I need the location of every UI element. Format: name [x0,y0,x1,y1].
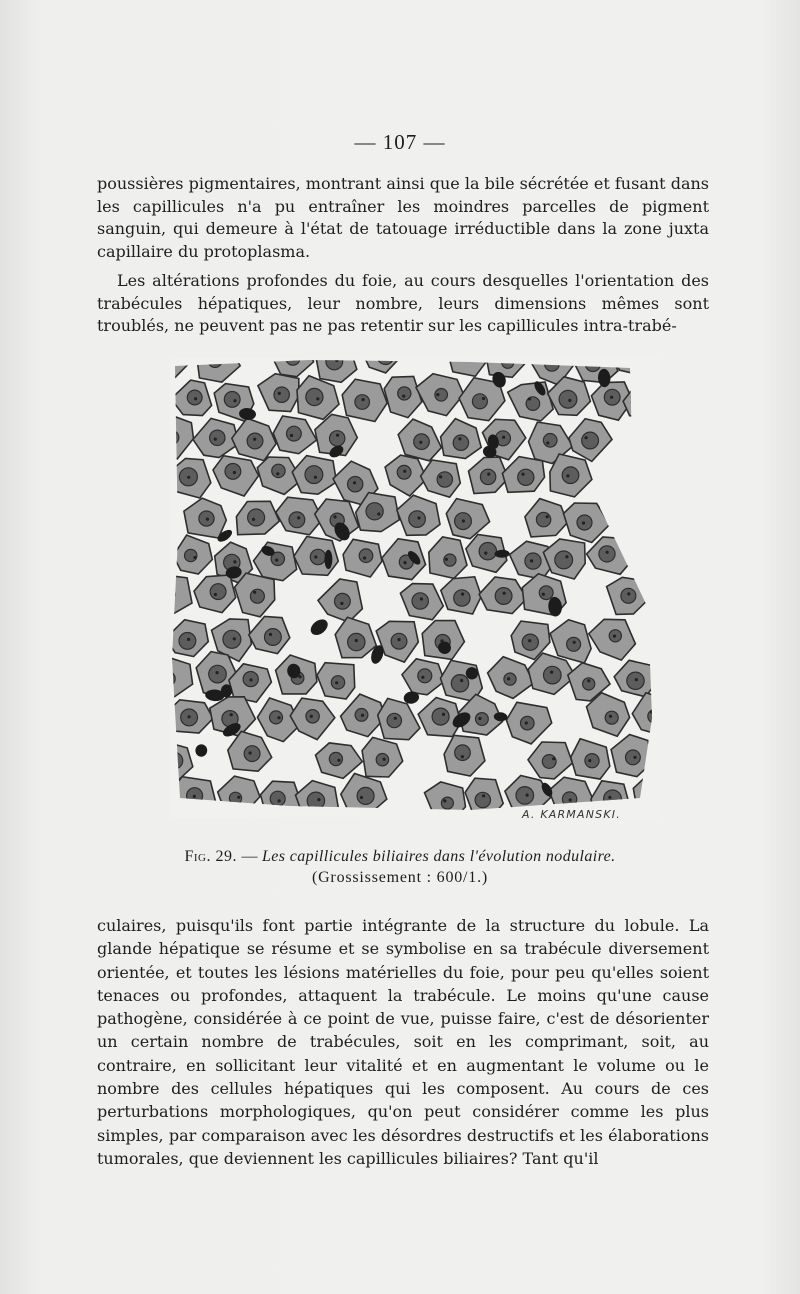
figure-signature: A. KARMANSKI. [522,808,621,821]
paragraph-3: culaires, puisqu'ils font partie intégrante de la structure du lobule. La glande hépatique se résume et se symbolise en sa trabécule diversement orientée, et toutes les lésions matérielles du foie, pour peu qu'elles soient tenaces ou profondes, attaquent la trabécule. Le moins qu'une cause pathogène, considérée à ce point de vue, puisse faire, c'est de désorienter un certain nombre de trabécules, soit en les comprimant, soit, au contraire, en sollicitant leur vitalité et en augmentant le volume ou le nombre des cellules hépatiques qui les composent. Au cours de ces perturbations morphologiques, qu'on peut considérer comme les plus simples, par comparaison avec les désordres destructifs et les élaborations tumorales, que deviennent les capillicules biliaires? Tant qu'il [97,916,709,1168]
paragraph-2: Les altérations profondes du foie, au cours desquelles l'orientation des trabécules hépatiques, leur nombre, leurs dimensions mêmes sont troublés, ne peuvent pas ne pas retentir sur les capillicules intra-trabé- [97,271,709,336]
figure-magnification: (Grossissement : 600/1.) [311,869,489,886]
figure-title: Les capillicules biliaires dans l'évolution nodulaire. [261,848,616,865]
page-number: — 107 — [354,130,446,154]
paragraph-1: poussières pigmentaires, montrant ainsi que la bile sécrétée et fusant dans les capillicules n'a pu entraîner les moindres parcelles de pigment sanguin, qui demeure à l'état de tatouage irréductible dans la zone juxta capillaire du protoplasma. [97,174,709,261]
figure-caption [0,848,800,866]
liver-histology-illustration [170,358,660,818]
figure-label: Fig. 29. — [184,848,258,865]
figure-liver-histology [170,358,660,818]
